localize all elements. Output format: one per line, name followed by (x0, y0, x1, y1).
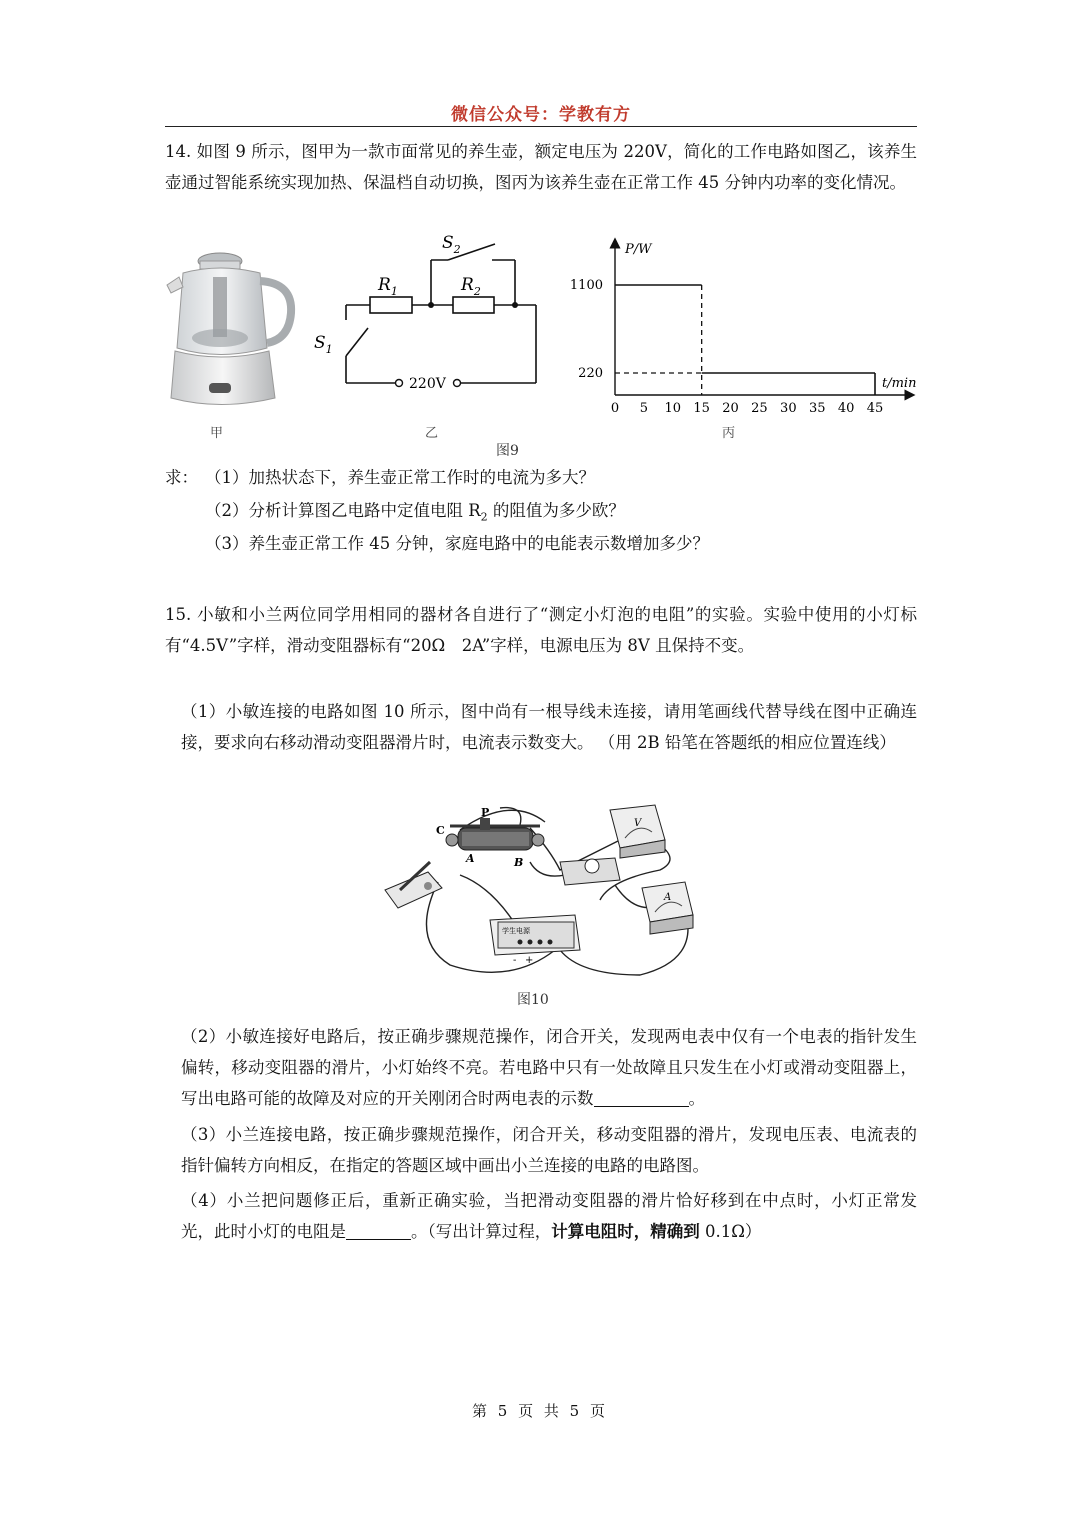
circuit-diagram (310, 228, 550, 403)
x-tick-label: 0 (610, 401, 620, 416)
q15-part-4: （4）小兰把问题修正后，重新正确实验，当把滑动变阻器的滑片恰好移到在中点时，小灯正常发光，此时小灯的电阻是 。（写出计算过程，计算电阻时，精确到 0.1Ω） (181, 1191, 917, 1241)
y-axis-label: P/W (625, 242, 652, 257)
terminal-c: C (436, 824, 445, 837)
power-supply-label: 学生电源 (502, 927, 530, 935)
q14-question-3: （3）养生壶正常工作 45 分钟，家庭电路中的电能表示数增加多少？ (205, 534, 709, 553)
x-tick-label: 5 (639, 401, 649, 416)
power-time-chart (570, 235, 920, 420)
x-tick-label: 30 (780, 401, 797, 416)
q14-prefix: 求： (165, 468, 198, 487)
x-tick-label: 45 (866, 401, 884, 416)
x-tick-label: 15 (693, 401, 710, 416)
answer-blank-2[interactable] (594, 1088, 689, 1107)
fig9-caption: 图9 (496, 443, 519, 459)
s2-label: $S_2$ (442, 233, 461, 256)
y-tick-label: 220 (578, 366, 603, 381)
q15-part-1: （1）小敏连接的电路如图 10 所示，图中尚有一根导线未连接，请用笔画线代替导线在图中正确连接，要求向右移动滑动变阻器滑片时，电流表示数变大。 （用 2B 铅笔在答题纸的相应位置连线） (181, 702, 917, 752)
q14-question-2: （2）分析计算图乙电路中定值电阻 $R_2$ 的阻值为多少欧？ (205, 501, 625, 524)
fig-jia-label: 甲 (210, 426, 224, 441)
page-footer: 第 5 页 共 5 页 (472, 1402, 608, 1420)
kettle-image (165, 243, 300, 413)
supply-plus: + (525, 955, 534, 966)
x-tick-label: 35 (808, 401, 826, 416)
ammeter-label: A (664, 892, 672, 903)
terminal-p: P (481, 806, 490, 819)
header-rule (165, 126, 917, 127)
fig-yi-label: 乙 (425, 426, 439, 441)
answer-blank-4[interactable] (346, 1221, 411, 1240)
fig10-caption: 图10 (517, 992, 549, 1008)
x-axis-label: t/min (882, 376, 917, 391)
x-tick-label: 20 (722, 401, 739, 416)
q14-question-1: （1）加热状态下，养生壶正常工作时的电流为多大？ (205, 468, 595, 487)
y-tick-label: 1100 (570, 278, 603, 293)
voltmeter-label: V (634, 818, 642, 829)
s1-label: $S_1$ (314, 333, 333, 356)
voltage-label: 220V (409, 376, 446, 392)
r2-label: $R_2$ (461, 275, 481, 298)
page-header: 微信公众号：学教有方 (451, 105, 631, 125)
x-tick-label: 25 (751, 401, 768, 416)
q15-part-3: （3）小兰连接电路，按正确步骤规范操作，闭合开关，移动变阻器的滑片，发现电压表、电流表的指针偏转方向相反，在指定的答题区域中画出小兰连接的电路的电路图。 (181, 1125, 917, 1175)
q15-stem: 15. 小敏和小兰两位同学用相同的器材各自进行了“测定小灯泡的电阻”的实验。实验中使用的小灯标有“4.5V”字样，滑动变阻器标有“20Ω 2A”字样，电源电压为 8V 且保持不变。 (165, 605, 917, 655)
terminal-a: A (466, 852, 475, 865)
x-tick-label: 10 (664, 401, 682, 416)
x-tick-label: 40 (837, 401, 855, 416)
fig-bing-label: 丙 (722, 426, 736, 441)
experiment-apparatus (380, 800, 700, 985)
supply-minus: - (513, 955, 517, 966)
terminal-b: B (514, 856, 524, 869)
r1-label: $R_1$ (378, 275, 398, 298)
q15-part-2: （2）小敏连接好电路后，按正确步骤规范操作，闭合开关，发现两电表中仅有一个电表的指针发生偏转，移动变阻器的滑片，小灯始终不亮。若电路中只有一处故障且只发生在小灯或滑动变阻器上，写出电路可能的故障及对应的开关刚闭合时两电表的示数 。 (181, 1027, 917, 1108)
q14-stem: 14. 如图 9 所示，图甲为一款市面常见的养生壶，额定电压为 220V，简化的工作电路如图乙，该养生壶通过智能系统实现加热、保温档自动切换，图丙为该养生壶在正常工作 45 分钟内功率的变化情况。 (165, 142, 917, 192)
